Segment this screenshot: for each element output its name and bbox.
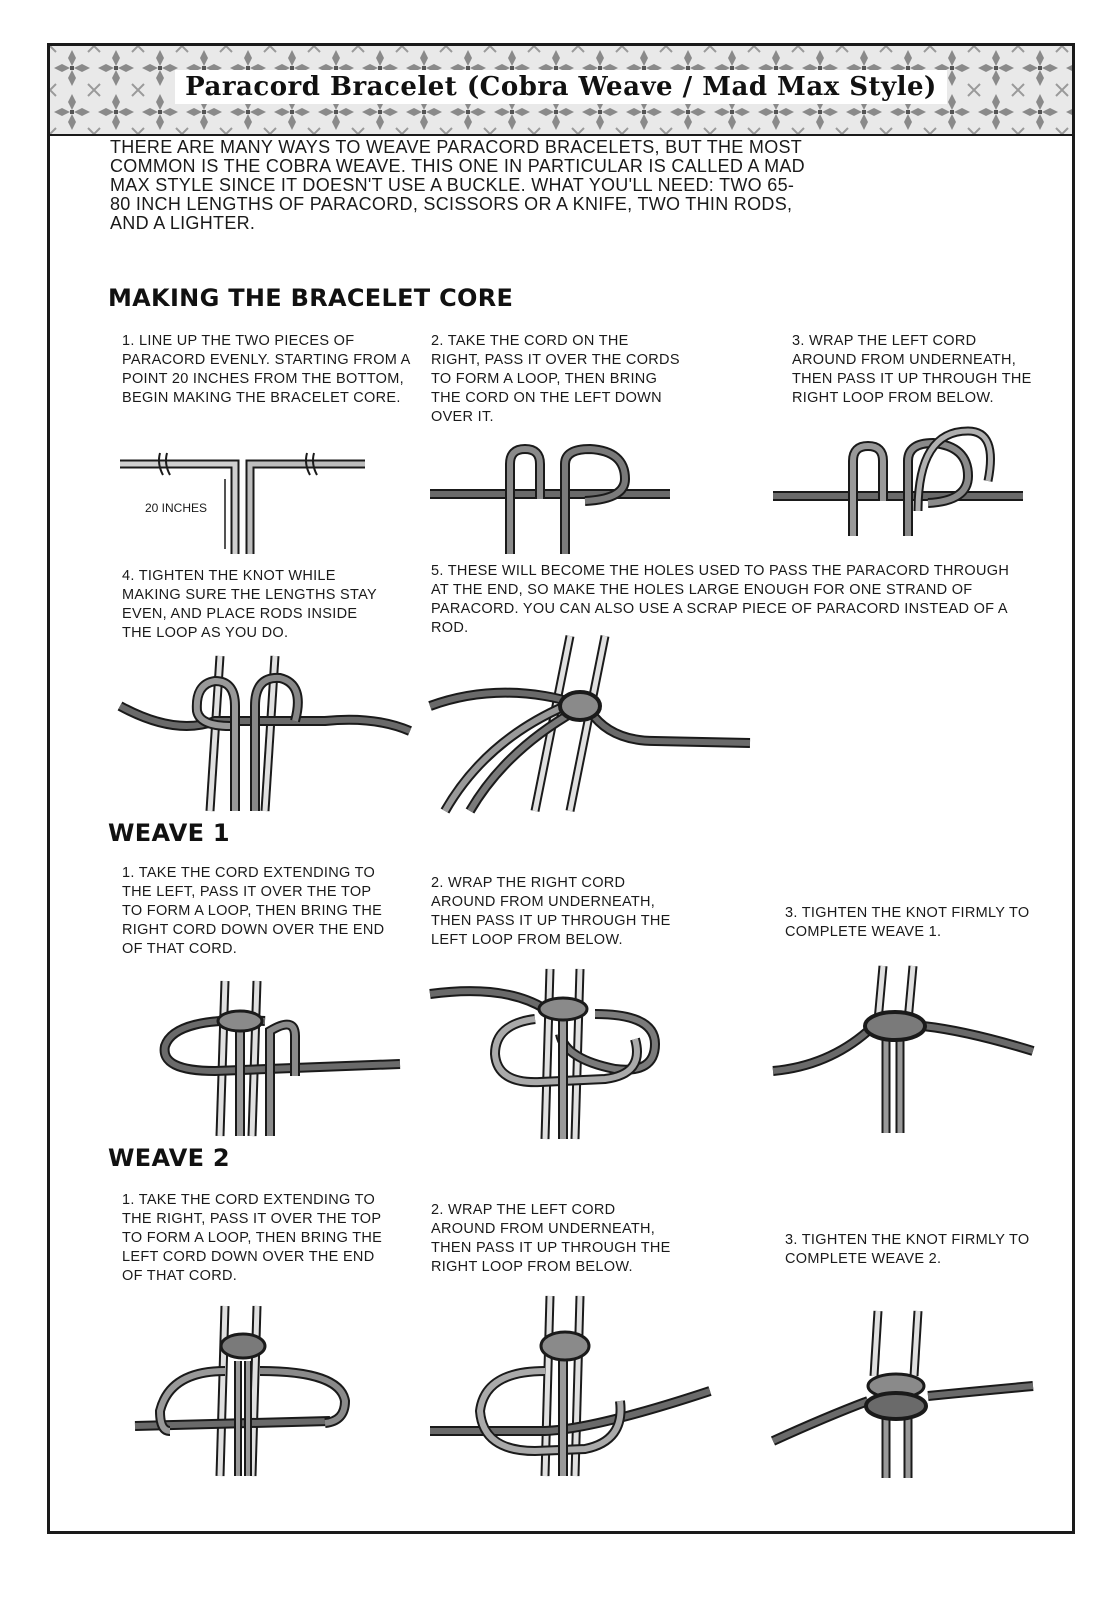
weave2-step-1: 1. TAKE THE CORD EXTENDING TO THE RIGHT, PASS IT OVER THE TOP TO FORM A LOOP, THEN BRING THE LEFT CORD DOWN OVER THE END OF THAT CORD. (122, 1192, 383, 1284)
weave1-figure-1 (155, 976, 405, 1141)
weave1-step-1: 1. TAKE THE CORD EXTENDING TO THE LEFT, PASS IT OVER THE TOP TO FORM A LOOP, THEN BRING THE RIGHT CORD DOWN OVER THE END OF THAT CORD. (122, 865, 385, 957)
section-heading-core: MAKING THE BRACELET CORE (108, 284, 514, 312)
core-figure-4 (115, 636, 415, 816)
figure-label-20-inches: 20 INCHES (145, 501, 208, 515)
core-step-1: 1. LINE UP THE TWO PIECES OF PARACORD EVENLY. STARTING FROM A POINT 20 INCHES FROM THE BOTTOM, BEGIN MAKING THE BRACELET CORE. (122, 333, 410, 406)
page-title: Paracord Bracelet (Cobra Weave / Mad Max Style) (50, 72, 1072, 102)
page-frame (47, 43, 1075, 1534)
intro-text: THERE ARE MANY WAYS TO WEAVE PARACORD BRACELETS, BUT THE MOST COMMON IS THE COBRA WEAVE. THIS ONE IN PARTICULAR IS CALLED A MAD MAX STYLE SINCE IT DOESN'T USE A BUCKLE. WHAT YOU'LL NEED: TWO 65-80 INCH LENGTHS OF PARACORD, SCISSORS OR A KNIFE, TWO THIN RODS, AND A LIGHTER. (110, 137, 805, 233)
weave1-step-3: 3. TIGHTEN THE KNOT FIRMLY TO COMPLETE WEAVE 1. (785, 905, 1030, 940)
core-step-4: 4. TIGHTEN THE KNOT WHILE MAKING SURE THE LENGTHS STAY EVEN, AND PLACE RODS INSIDE THE LOOP AS YOU DO. (122, 568, 377, 641)
title-banner (50, 46, 1072, 136)
weave2-figure-3 (768, 1306, 1038, 1481)
core-step-2: 2. TAKE THE CORD ON THE RIGHT, PASS IT OVER THE CORDS TO FORM A LOOP, THEN BRING THE CORD ON THE LEFT DOWN OVER IT. (431, 333, 680, 425)
core-figure-1 (115, 439, 375, 559)
core-step-5: 5. THESE WILL BECOME THE HOLES USED TO PASS THE PARACORD THROUGH AT THE END, SO MAKE THE HOLES LARGE ENOUGH FOR ONE STRAND OF PARACORD. YOU CAN ALSO USE A SCRAP PIECE OF PARACORD INSTEAD OF A ROD. (431, 563, 1010, 636)
weave1-step-2: 2. WRAP THE RIGHT CORD AROUND FROM UNDERNEATH, THEN PASS IT UP THROUGH THE LEFT LOOP FROM BELOW. (431, 875, 671, 948)
section-heading-weave1: WEAVE 1 (108, 819, 230, 847)
weave1-figure-2 (425, 964, 715, 1144)
core-figure-2 (425, 439, 675, 559)
core-step-3: 3. WRAP THE LEFT CORD AROUND FROM UNDERNEATH, THEN PASS IT UP THROUGH THE RIGHT LOOP FROM BELOW. (792, 333, 1032, 406)
weave1-figure-3 (768, 961, 1038, 1136)
core-figure-3 (768, 421, 1028, 541)
weave2-figure-1 (130, 1301, 390, 1481)
weave2-step-2: 2. WRAP THE LEFT CORD AROUND FROM UNDERNEATH, THEN PASS IT UP THROUGH THE RIGHT LOOP FROM BELOW. (431, 1202, 671, 1275)
core-figure-5 (425, 631, 755, 816)
weave2-figure-2 (425, 1291, 715, 1481)
section-heading-weave2: WEAVE 2 (108, 1144, 230, 1172)
weave2-step-3: 3. TIGHTEN THE KNOT FIRMLY TO COMPLETE WEAVE 2. (785, 1232, 1030, 1267)
